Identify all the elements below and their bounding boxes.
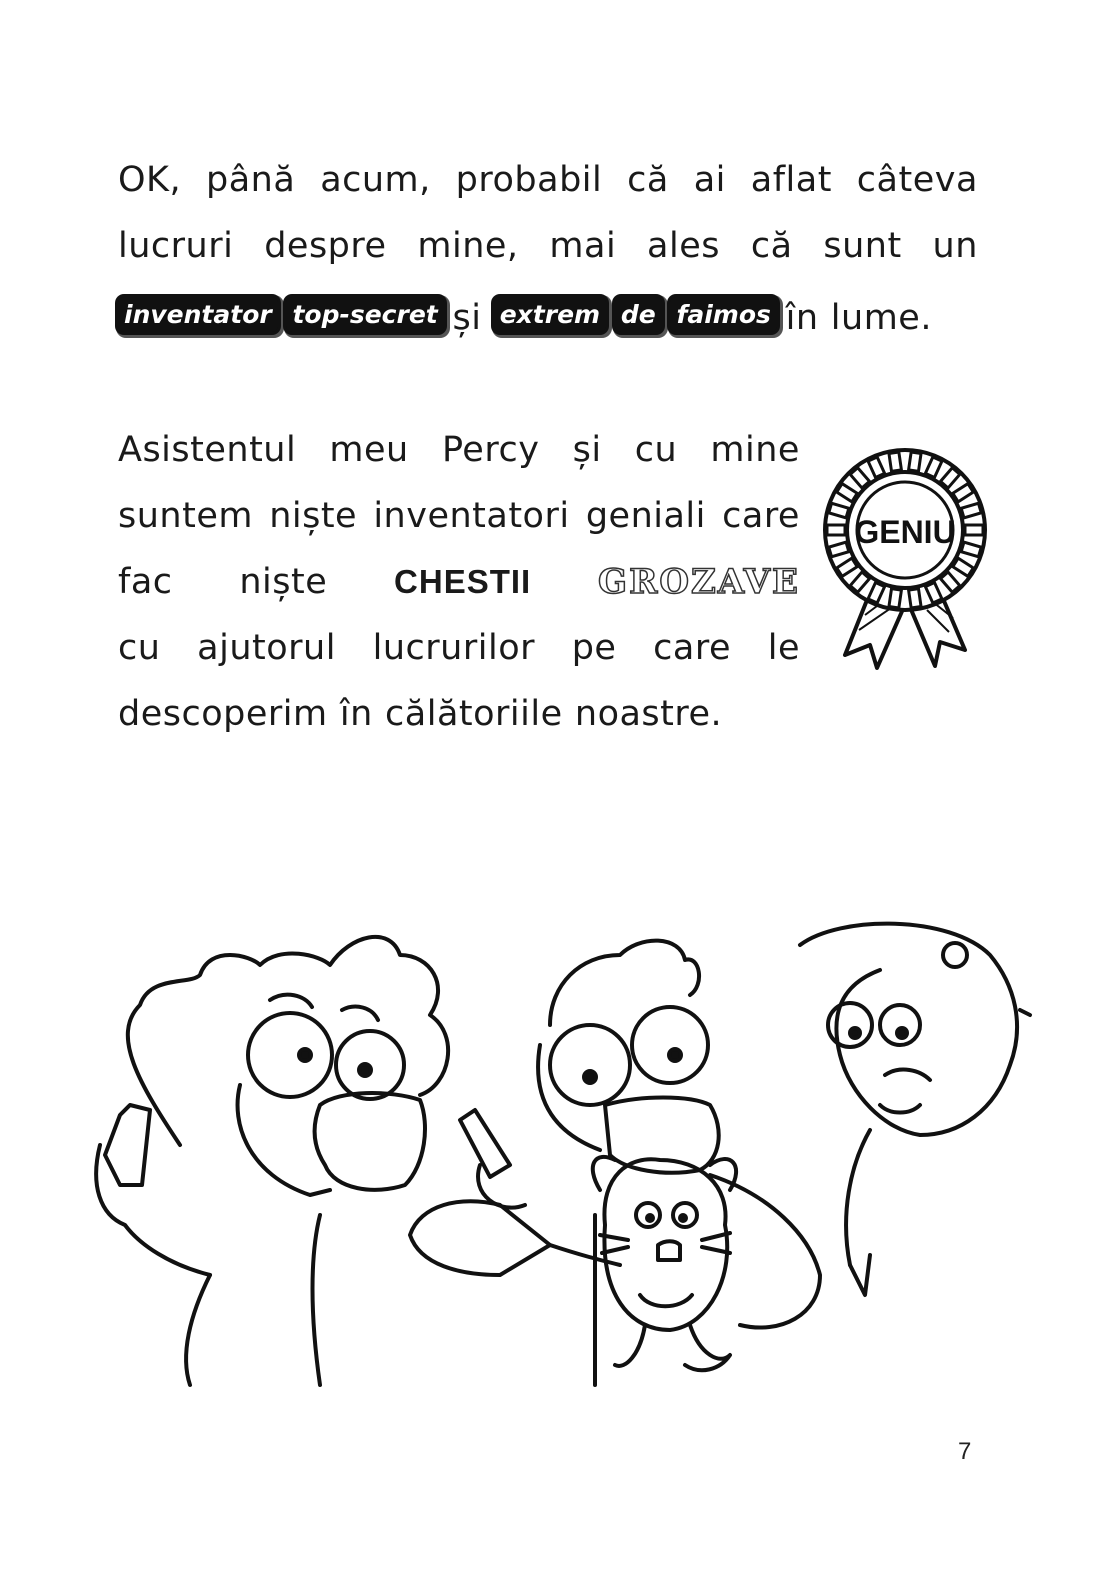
rosette-tooth	[827, 525, 845, 535]
word: meu	[329, 430, 409, 470]
page-number: 7	[958, 1438, 972, 1465]
award-rosette-icon	[815, 440, 995, 680]
word: în	[339, 694, 373, 734]
scientist-hair	[128, 937, 448, 1145]
word: Percy	[441, 430, 540, 470]
word: ajutorul	[197, 628, 336, 668]
word: acum,	[320, 160, 431, 200]
rosette-tooth	[889, 589, 901, 608]
word: aflat	[750, 160, 832, 200]
text-line	[118, 562, 800, 602]
word: despre	[264, 226, 387, 266]
text-line	[118, 628, 800, 668]
word: sunt	[823, 226, 902, 266]
word: lucruri	[118, 226, 234, 266]
word: călătoriile	[385, 694, 563, 734]
word: fac	[118, 562, 173, 602]
text-line	[118, 430, 800, 470]
word: mine,	[417, 226, 519, 266]
text-line	[118, 694, 800, 734]
word: noastre.	[574, 694, 723, 734]
word: că	[750, 226, 793, 266]
word: în	[785, 298, 819, 338]
rosette-tooth	[889, 452, 901, 471]
rosette-label: GENIU	[854, 514, 956, 550]
rosette-tooth	[909, 452, 921, 471]
word: până	[206, 160, 296, 200]
word: le	[767, 628, 800, 668]
word: cu	[634, 430, 678, 470]
word: inventatori	[373, 496, 570, 536]
word: descoperim	[118, 694, 328, 734]
word: lume.	[830, 298, 932, 338]
word: probabil	[455, 160, 603, 200]
word: că	[627, 160, 669, 200]
word: și	[452, 298, 482, 338]
word: care	[722, 496, 800, 536]
word: care	[653, 628, 732, 668]
word: un	[932, 226, 978, 266]
word: niște	[269, 496, 358, 536]
word: ales	[647, 226, 720, 266]
word: mai	[549, 226, 617, 266]
word: mine	[710, 430, 800, 470]
word: cu	[118, 628, 161, 668]
right-character-head	[800, 924, 1017, 1135]
highlight-badge: inventator	[118, 297, 278, 332]
word: niște	[239, 562, 328, 602]
word: ai	[693, 160, 726, 200]
text-line	[118, 160, 978, 200]
rosette-tooth	[965, 525, 983, 535]
characters-illustration	[80, 915, 1040, 1395]
text-line	[118, 298, 978, 338]
highlight-badge: de	[615, 297, 662, 332]
bold-word-chestii: CHESTII	[394, 563, 532, 600]
assistant-hair	[550, 941, 699, 1025]
rosette-tooth	[909, 589, 921, 608]
text-line	[118, 226, 978, 266]
decorative-word-grozave: GROZAVE	[598, 562, 800, 602]
text-line	[118, 496, 800, 536]
highlight-badge: extrem	[494, 297, 606, 332]
highlight-badge: top-secret	[286, 297, 443, 332]
word: OK,	[118, 160, 182, 200]
word: suntem	[118, 496, 253, 536]
word: pe	[571, 628, 617, 668]
word: geniali	[585, 496, 706, 536]
word: Asistentul	[118, 430, 297, 470]
word: și	[572, 430, 602, 470]
word: lucrurilor	[372, 628, 536, 668]
word: câteva	[856, 160, 978, 200]
highlight-badge: faimos	[670, 297, 776, 332]
